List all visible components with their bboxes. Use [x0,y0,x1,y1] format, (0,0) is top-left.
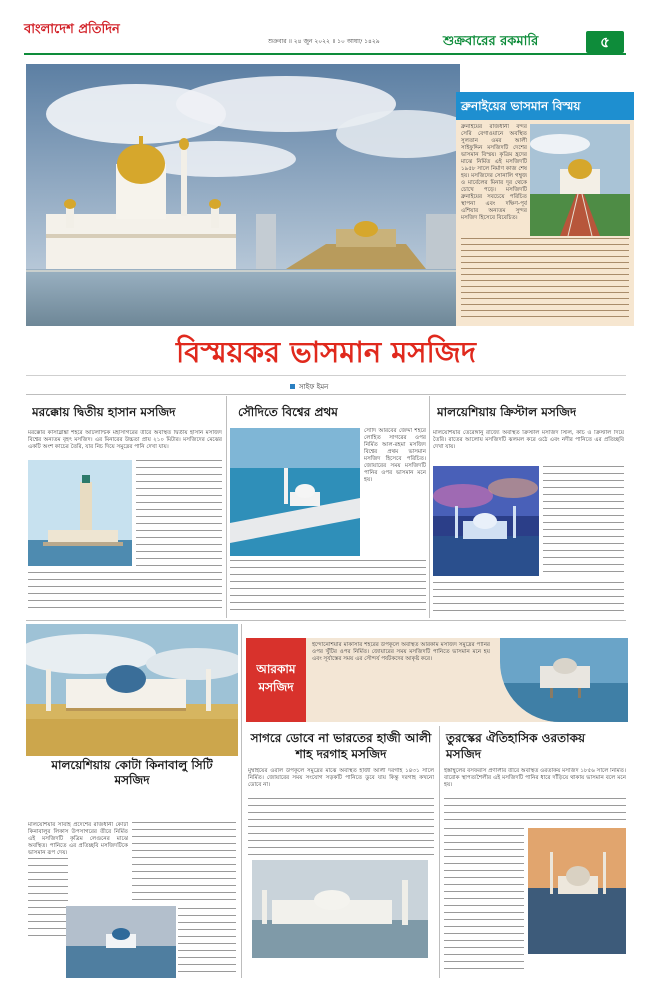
col-kota-heading-block [26,758,238,788]
row2-top-rule [26,394,626,395]
col-crystal-bottom-filler [433,582,624,614]
ortakoy-photo [528,828,626,954]
masthead [0,0,650,56]
col-saudi-body: সৌদি আরবের জেদ্দা শহরে লোহিত সাগরের ওপর নির্মিত আল-রহমা মসজিদ বিশ্বের প্রথম ভাসমান মসজিদ হিসেবে পরিচিত। জোয়ারের সময় মসজিদটি পানির ওপর ভাসমান মনে হয়। [364,428,426,483]
col-kota-heading: মালয়েশিয়ায় কোটা কিনাবালু সিটি মসজিদ [51,758,213,787]
brunei-mosque-photo [26,64,460,326]
col-crystal [431,396,626,618]
byline-author: সাইফ ইমন [299,383,329,391]
col-saudi-bottom-filler [230,560,426,614]
masthead-logo: বাংলাদেশ প্রতিদিন [24,22,120,37]
col-divider-3 [241,624,242,978]
col-ortakoy-left-filler [444,828,524,974]
crystal-mosque-photo [433,466,539,576]
col-kota-body: মালয়েশিয়ার সাবাহ প্রদেশের রাজধানী কোটা কিনাবালুর লিকাস উপসাগরের তীরে নির্মিত এই মসজিদটি কৃত্রিম লেগুনের মাঝে অবস্থিত। পানিতে এর প্রতিচ্ছবি মসজিদটিকে ভাসমান রূপ দেয়। [28,822,128,856]
page-number-text: ৫ [600,33,610,51]
col-haji-ali-heading: সাগরে ডোবে না ভারতের হাজী আলী শাহ দরগাহ মসজিদ [250,731,432,761]
page-number [586,31,624,53]
top-story-heading: ব্রুনাইয়ের ভাসমান বিস্ময় [456,92,634,120]
arqam-mosque-photo [500,638,628,722]
col-kota-left-filler [28,858,68,938]
masthead-rule [24,53,626,55]
hassan-mosque-photo [28,460,132,566]
col-kota-bottom-filler [178,908,236,978]
col-kota-text [26,822,238,978]
col-ortakoy [442,726,628,978]
col-hassan-heading: মরক্কোয় দ্বিতীয় হাসান মসজিদ [32,405,176,419]
section-name: শুক্রবারের রকমারি [443,34,539,49]
col-saudi-heading: সৌদিতে বিশ্বের প্রথম [238,405,338,419]
col-hassan-body: মরক্কোর কাসাব্লাঙ্কা শহরে আটলান্টিক মহাসাগরের তীরে অবস্থিত দ্বিতীয় হাসান মসজিদ বিশ্বের অন্যতম বৃহৎ মসজিদ। এর মিনারের উচ্চতা প্রায় ২১০ মিটার। মসজিদের মেঝের একটি অংশ কাচের তৈরি, যার নিচ দিয়ে সমুদ্রের পানি দেখা যায়। [28,430,222,450]
col-saudi [228,396,428,618]
brunei-walkway-photo [530,124,630,236]
feature-box-body: ইন্দোনেশিয়ার মাকাসার শহরের উপকূলে অবস্থিত আরকাম মসজিদ সমুদ্রের পানির ওপর খুঁটির ওপর নির্মিত। জোয়ারের সময় মসজিদটি পানিতে ভাসমান মনে হয় এবং সূর্যাস্তের সময় এর সৌন্দর্য পর্যটকদের আকৃষ্ট করে। [312,642,490,662]
haji-ali-photo [252,860,428,958]
byline-marker [290,384,295,389]
feature-box-label [246,638,306,722]
col-ortakoy-filler [444,798,626,826]
feature-box [246,638,628,722]
col-haji-ali-body: মুম্বাইয়ের ওরলি উপকূলে সমুদ্রের মাঝে অবস্থিত হাজী আলী দরগাহ ১৪৩১ সালে নির্মিত। জোয়ারের সময় সংযোগ সড়কটি পানিতে ডুবে যায় কিন্তু দরগাহ কখনো ডোবে না। [248,768,434,788]
masthead-date: শুক্রবার ॥ ২৪ জুন ২০২২ ॥ ১০ আষাঢ় ১৪২৯ [268,38,380,45]
col-hassan [26,396,224,618]
kota-mosque-photo [26,624,238,756]
col-divider-4 [439,726,440,978]
byline [290,381,328,393]
col-divider-1 [226,396,227,618]
feature-box-label-text: আরকাম মসজিদ [256,662,296,694]
main-title-text: বিস্ময়কর ভাসমান মসজিদ [176,335,476,369]
col-kota-mid-filler [132,822,236,906]
col-hassan-side-filler [136,460,222,570]
row2-bottom-rule [26,620,626,621]
col-crystal-heading: মালয়েশিয়ায় ক্রিস্টাল মসজিদ [437,405,577,419]
saudi-mosque-photo [230,428,360,556]
top-story-panel [456,92,634,326]
top-story-body-filler [461,238,629,320]
col-crystal-body: মালয়েশিয়ার তেরেঙ্গানু রাজ্যে অবস্থিত ক্রিস্টাল মসজিদ স্টিল, কাচ ও ক্রিস্টাল দিয়ে তৈরি। রাতের আলোয় মসজিদটি ঝলমল করে ওঠে এবং নদীর পানিতে এর প্রতিচ্ছবি দেখা যায়। [433,430,624,450]
col-ortakoy-heading: তুরস্কের ঐতিহাসিক ওরতাকয় মসজিদ [446,731,586,761]
kota-sunset-photo [66,906,176,978]
main-title [26,330,626,376]
top-story-body: ব্রুনাইয়ের রাজধানী বন্দর সেরি বেগাওয়ানে অবস্থিত সুলতান ওমর আলী সাইফুদ্দিন মসজিদটি দেশের ভাসমান বিস্ময়। কৃত্রিম হ্রদের মাঝে নির্মিত এই মসজিদটি ১৯৫৮ সালে নির্মাণ কাজ শেষ হয়। মসজিদের সোনালি গম্বুজ ও মার্বেলের মিনার দূর থেকে চোখে পড়ে। মসজিদটি ব্রুনাইয়ের সবচেয়ে পরিচিত স্থাপনা এবং দক্ষিণ-পূর্ব এশিয়ার অন্যতম সুন্দর মসজিদ হিসেবে বিবেচিত। [461,124,527,221]
col-haji-ali [246,726,436,978]
col-haji-ali-filler [248,798,434,858]
col-divider-2 [429,396,430,618]
col-crystal-side-filler [543,466,624,576]
col-ortakoy-body: ইস্তাম্বুলের বসফরাস প্রণালীর তীরে অবস্থিত ওরতাকয় মসজিদ ১৮৫৬ সালে নির্মিত। বারোক স্থাপত্যশৈলীর এই মসজিদটি পানির ধারে দাঁড়িয়ে থাকায় ভাসমান বলে মনে হয়। [444,768,626,788]
col-hassan-bottom-filler [28,572,222,614]
